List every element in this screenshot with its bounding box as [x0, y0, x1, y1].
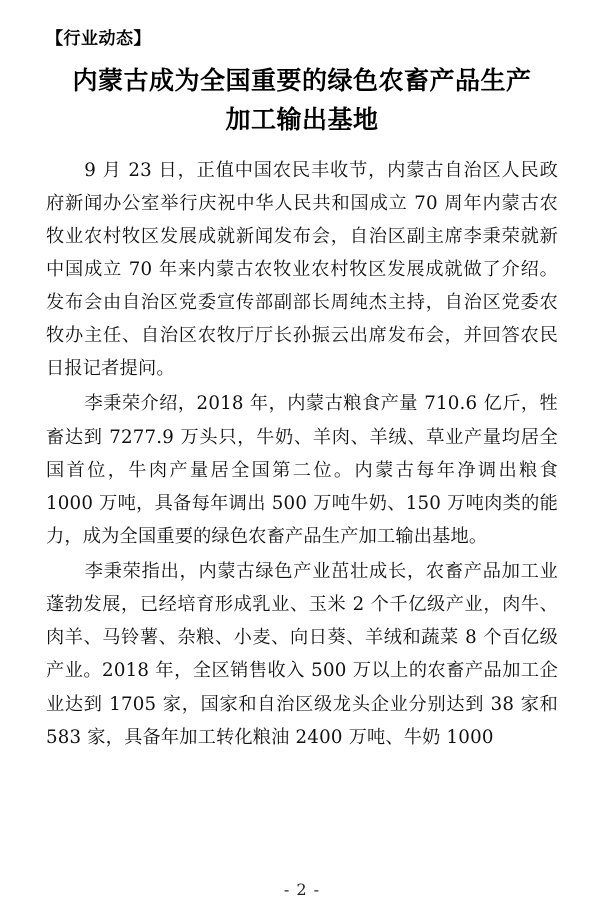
paragraph-text: 9 月 23 日，正值中国农民丰收节，内蒙古自治区人民政府新闻办公室举行庆祝中华人民共和国成立 70 周年内蒙古农牧业农村牧区发展成就新闻发布会，自治区副主席李秉荣就新中国成立 70 年来内蒙古农牧业农村牧区发展成就做了介绍。发布会由自治区党委宣传部副部长周纯杰主持，自治区党委农牧办主任、自治区农牧厅厅长孙振云出席发布会，并回答农民日报记者提问。 [46, 159, 558, 380]
body-paragraph [46, 387, 558, 553]
body-paragraph [46, 555, 558, 754]
paragraph-text: 李秉荣介绍，2018 年，内蒙古粮食产量 710.6 亿斤，牲畜达到 7277.9 万头只，牛奶、羊肉、羊绒、草业产量均居全国首位，牛肉产量居全国第二位。内蒙古每年净调出粮食 1000 万吨，具备每年调出 500 万吨牛奶、150 万吨肉类的能力，成为全国重要的绿色农畜产品生产加工输出基地。 [46, 393, 558, 547]
page-title-line-1: 内蒙古成为全国重要的绿色农畜产品生产 [72, 66, 532, 96]
page-number: - 2 - [283, 880, 321, 899]
section-kicker: 【行业动态】 [46, 29, 151, 49]
paragraph-text: 李秉荣指出，内蒙古绿色产业茁壮成长，农畜产品加工业蓬勃发展，已经培育形成乳业、玉米 2 个千亿级产业，肉牛、肉羊、马铃薯、杂粮、小麦、向日葵、羊绒和蔬菜 8 个百亿级产业。2018 年，全区销售收入 500 万以上的农畜产品加工企业达到 1705 家，国家和自治区级龙头企业分别达到 38 家和 583 家，具备年加工转化粮油 2400 万吨、牛奶 1000 [46, 561, 558, 748]
page-title [46, 62, 558, 140]
body-paragraph [46, 154, 558, 386]
page-title-line-2: 加工输出基地 [225, 104, 379, 134]
